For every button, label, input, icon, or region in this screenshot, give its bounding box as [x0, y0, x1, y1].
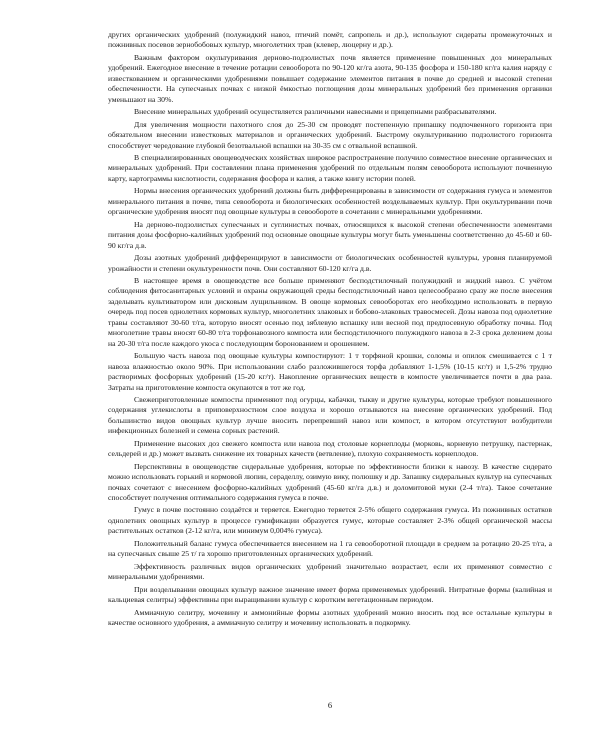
paragraph: Для увеличения мощности пахотного слоя до 25-30 см проводят постепенную припашку подпочвенного горизонта при обязательном внесении известковых материалов и органических удобрений. Быстрому окультуриванию подзолистого горизонта способствует чередование глубокой безотвальной вспашки на 30-35 см с отвальной вспашкой.	[108, 119, 552, 150]
paragraph: других органических удобрений (полужидкий навоз, птичий помёт, сапропель и др.), используют сидераты промежуточных и пожнивных посевов зернобобовых культур, многолетних трав (клевер, люцерну и др.).	[108, 30, 552, 50]
paragraph: Перспективны в овощеводстве сидеральные удобрения, которые по эффективности близки к навозу. В качестве сидерато можно использовать горький и кормовой люпин, сераделлу, озимую вику, полюшку и др. Запашку сидеральных культур на супесчаных почвах сочетают с внесением фосфорно-калийных удобрений (45-60 кг/га д.в.) и доломитовой муки (2-4 т/га). Такое сочетание способствует получения оптимального содержания гумуса в почве.	[108, 461, 552, 503]
paragraph: Нормы внесения органических удобрений должны быть дифференцированы в зависимости от содержания гумуса и элементов минерального питания в почве, типа севооборота и биологических особенностей возделываемых культур. При окультуривании почв органические удобрения вносят под овощные культуры в севообороте в сочетании с минеральными удобрениями.	[108, 186, 552, 217]
paragraph: В специализированных овощеводческих хозяйствах широкое распространение получило совместное внесение органических и минеральных удобрений. При составлении плана применения удобрений по отдельным полям севооборота используют почвенную карту, картограммы кислотности, содержания фосфора и калия, а также книгу истории полей.	[108, 152, 552, 183]
paragraph: Применение высоких доз свежего компоста или навоза под столовые корнеплоды (морковь, корневую петрушку, пастернак, сельдерей и др.) может вызвать снижение их товарных качеств (ветвление), плохую сохраняемость корнеплодов.	[108, 438, 552, 459]
paragraph: Внесение минеральных удобрений осуществляется различными навесными и прицепными разбрасывателями.	[134, 107, 497, 117]
paragraph: Положительный баланс гумуса обеспечивается внесением на 1 га севооборотной площади в среднем за ротацию 20-25 т/га, а на супесчаных свыше 25 т/ га хорошо приготовленных органических удобрений.	[108, 538, 552, 559]
paragraph: Гумус в почве постоянно создаётся и теряется. Ежегодно теряется 2-5% общего содержания гумуса. Из пожнивных остатков однолетних овощных культур в процессе гумификации образуется гумус, которые составляет 2-3% общей органической массы растительных остатков (2-12 кг/га, или минимум 0,004% гумуса).	[108, 505, 552, 536]
body-text	[108, 30, 552, 628]
paragraph: Свежеприготовленные компосты применяют под огурцы, кабачки, тыкву и другие культуры, которые требуют повышенного содержания углекислоты в приповерхностном слое воздуха и хорошо отзываются на внесение органических удобрений. Под большинство видов овощных культур лучше вносить перепревший навоз или компост, в котором отсутствуют возбудители инфекционных болезней и семена сорных растений.	[108, 394, 552, 436]
paragraph: Дозы азотных удобрений дифференцируют в зависимости от биологических особенностей культуры, уровня планируемой урожайности и степени окультуренности почв. Они составляют 60-120 кг/га д.в.	[108, 253, 552, 273]
page-number: 6	[327, 700, 333, 710]
paragraph: Аммиачную селитру, мочевину и аммонийные формы азотных удобрений можно вносить под все остальные культуры в качестве основного удобрения, а аммиачную селитру и мочевину использовать в подкормку.	[108, 607, 552, 628]
paragraph: При возделывании овощных культур важное значение имеет форма применяемых удобрений. Нитратные формы (калийная и кальциевая селитры) эффективны при выращивании культур с коротким вегетационным периодом.	[108, 584, 552, 605]
paragraph: В настоящее время в овощеводстве все больше применяют бесподстилочный полужидкий и жидкий навоз. С учётом соблюдения фитосанитарных условий и охраны окружающей среды бесподстилочный навоз целесообразно сразу же после внесения заделывать культиватором или дисковым лущильником. В овоще кормовых севооборотах его необходимо использовать в первую очередь под посев однолетних кормовых культур, многолетних злаковых и бобово-злаковых травосмесей. Дозы навоза под однолетние травы составляют 30-60 т/га, которую вносят осенью под зяблевую вспашку или весной под предпосевную обработку почвы. Под многолетние травы вносят 60-80 т/га торфонавозного компоста или бесподстилочного полужидкого навоза в 2-3 срока делением дозы на 20-30 т/га после каждого укоса с последующим боронованием и орошением.	[108, 275, 552, 348]
paragraph: Эффективность различных видов органических удобрений значительно возрастает, если их применяют совместно с минеральными удобрениями.	[108, 561, 552, 582]
paragraph: На дерново-подзолистых супесчаных и суглинистых почвах, относящихся к высокой степени обеспеченности элементами питания дозы фосфорно-калийных удобрений под основные овощные культуры могут быть уменьшены соответственно до 45-60 и 60-90 кг/га д.в.	[108, 219, 552, 250]
paragraph: Большую часть навоза под овощные культуры компостируют: 1 т торфяной крошки, соломы и опилок смешивается с 1 т навоза влажностью около 90%. При использовании слабо разложившегося торфа добавляют 1-1,5% (10-15 кг/т) и 1,5-2% трудно растворимых фосфорных удобрений (15-20 кг/т). Накопление органических веществ в компосте увеличивается почти в два раза. Затраты на приготовление компоста окупаются в тот же год.	[108, 351, 552, 392]
paragraph: Важным фактором окультуривания дерново-подзолистых почв является применение повышенных доз минеральных удобрений. Ежегодное внесение в течение ротации севооборота по 90-120 кг/га азота, 90-135 фосфора и 150-180 кг/га калия наряду с известкованием и органическими удобрениями повышает содержание элементов питания в почве до средней и высокой степени обеспеченности. На супесчаных почвах с низкой ёмкостью поглощения дозы минеральных удобрений без применения органики уменьшают на 30%.	[108, 52, 552, 104]
